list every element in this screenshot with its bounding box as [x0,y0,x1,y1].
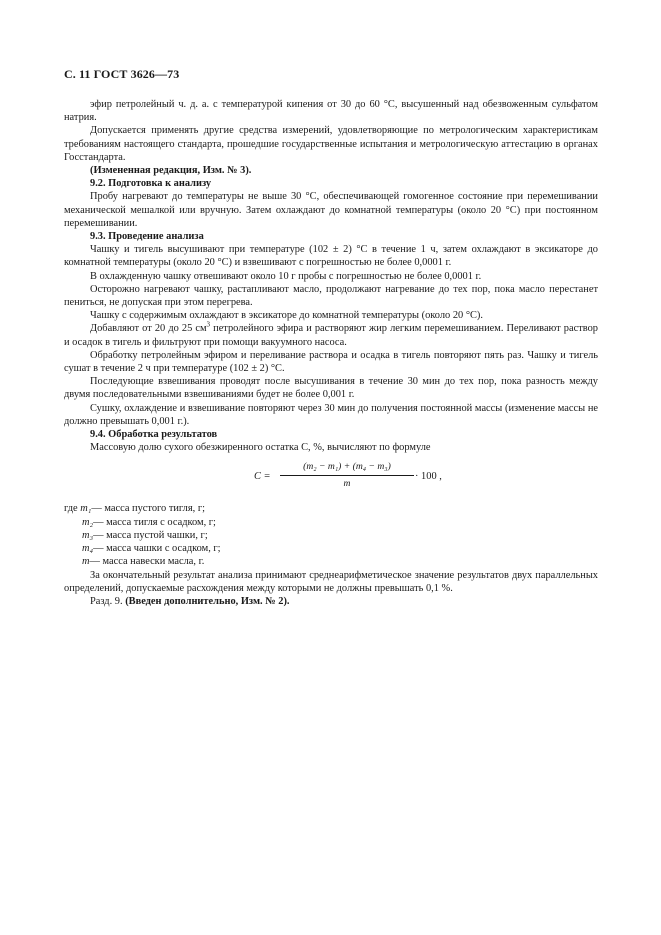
paragraph-reagent: эфир петролейный ч. д. а. с температурой кипения от 30 до 60 °С, высушенный над обезвоженным сульфатом натрия. [64,99,598,124]
page-header: С. 11 ГОСТ 3626—73 [64,67,180,81]
section-note-a: Разд. 9. [90,595,126,607]
legend-text: — масса чашки с осадком, г; [93,543,221,555]
paragraph-heating: Осторожно нагревают чашку, растапливают масло, продолжают нагревание до тех пор, пока масло перестанет пениться, не допуская при этом перегрева. [64,283,598,309]
paragraph-final-result: За окончательный результат анализа принимают среднеарифметическое значение результатов двух параллельных определений, допускаемые расхождения между которыми не должны превышать 0,1 %. [64,569,598,594]
ether-text-a: Добавляют от 20 до 25 см [90,323,207,335]
section-note-b: (Введен дополнительно, Изм. № 2). [125,595,290,607]
ether-superscript: 3 [206,320,211,329]
amendment-note: (Измененная редакция, Изм. № 3). [90,165,252,177]
legend-symbol: m₁ [80,503,92,515]
formula-lhs: C = [254,471,271,483]
formula-denominator: m [343,477,351,489]
legend-row [64,529,598,542]
section-heading-9-4: 9.4. Обработка результатов [90,429,218,441]
paragraph-repeat: Обработку петролейным эфиром и переливание раствора и осадка в тигель повторяют пять раз. Чашку и тигель сушат в течение 2 ч при температуре (102 ± 2) °С. [64,349,598,375]
paragraph-ether [64,322,598,348]
paragraph-drying: Чашку и тигель высушивают при температуре (102 ± 2) °С в течение 1 ч, затем охлаждают в эксикаторе до комнатной температуры (около 20 °С) и взвешивают с погрешностью не более 0,0001 г. [64,244,598,269]
formula-fraction [280,460,414,489]
formula-rhs: · 100 , [415,471,442,483]
formula-numerator: (m₂ − m₁) + (m₄ − m₃) [280,460,414,475]
legend-row [64,542,598,555]
legend-text: — масса пустой чашки, г; [93,529,208,541]
legend-row [64,502,598,515]
legend-row [64,516,598,529]
paragraph-weighing: В охлажденную чашку отвешивают около 10 г пробы с погрешностью не более 0,0001 г. [90,270,482,282]
paragraph-section-note [64,595,598,608]
legend-symbol: m₃ [82,529,94,541]
paragraph-cooling: Чашку с содержимым охлаждают в эксикаторе до комнатной температуры (около 20 °С). [90,310,483,322]
paragraph-alternatives: Допускается применять другие средства измерений, удовлетворяющие по метрологическим характеристикам требованиям настоящего стандарта, прошедшие государственные испытания и метрологическую аттестацию в органах Госстандарта. [64,125,598,163]
section-heading-9-2: 9.2. Подготовка к анализу [90,178,212,190]
paragraph-constant-mass: Сушку, охлаждение и взвешивание повторяют через 30 мин до получения постоянной массы (изменение массы не должно превышать 0,001 г.). [64,402,598,427]
legend-text: — масса тигля с осадком, г; [93,516,216,528]
paragraph-preparation: Пробу нагревают до температуры не выше 30 °С, обеспечивающей гомогенное состояние при перемешивании механической мешалкой или вручную. Затем охлаждают до комнатной температуры (около 20 °С) при постоянном перемешивании. [64,191,598,229]
legend-symbol: m₂ [82,516,94,528]
paragraph-formula-intro: Массовую долю сухого обезжиренного остатка С, %, вычисляют по формуле [90,442,431,454]
section-heading-9-3: 9.3. Проведение анализа [90,231,204,243]
legend-text: — масса пустого тигля, г; [91,503,205,515]
legend-text: — масса навески масла, г. [89,556,205,568]
paragraph-subsequent: Последующие взвешивания проводят после высушивания в течение 30 мин до тех пор, пока разность между двумя последовательными взвешиваниями будет не более 0,001 г. [64,376,598,401]
formula [64,460,598,498]
legend-symbol: m₄ [82,543,94,555]
formula-legend [64,502,598,568]
document-body [64,98,598,608]
ether-text-b: петролейного эфира и растворяют жир легким перемешиванием. Переливают раствор и осадок в тигель и фильтруют при помощи вакуумного насоса. [64,323,598,348]
legend-row [64,555,598,568]
legend-prefix: где [64,503,78,515]
legend-symbol: m [82,556,90,568]
